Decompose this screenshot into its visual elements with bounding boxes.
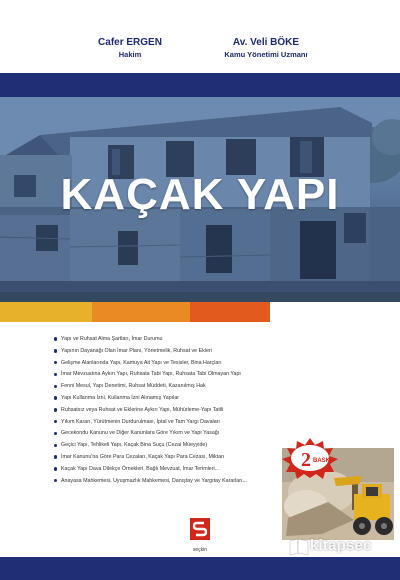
publisher-logo	[188, 518, 212, 552]
bullet-icon	[54, 420, 57, 423]
topic-text: Yıkım Kararı, Yürütmenin Durdurulması, İptal ve Tam Yargı Davaları	[61, 418, 220, 425]
cover-photo-old-house	[0, 97, 400, 302]
edition-label: BASKI	[313, 458, 332, 464]
bullet-icon	[54, 432, 57, 435]
book-stack-icon	[288, 537, 310, 557]
publisher-mark-icon	[190, 518, 210, 540]
color-bar-orange	[92, 302, 190, 322]
topic-text: Geçici Yapı, Tehlikeli Yapı, Kaçak Bina Suçu (Cezai Müeyyide)	[61, 442, 208, 449]
list-item	[54, 442, 294, 448]
author-1	[70, 36, 190, 60]
topics-list	[54, 336, 294, 489]
list-item	[54, 419, 294, 425]
topic-text: İmar Mevzuatına Aykırı Yapı, Ruhsata Tabi Yapı, Ruhsata Tabi Olmayan Yapı	[61, 371, 241, 378]
bullet-icon	[54, 455, 57, 458]
list-item	[54, 454, 294, 460]
bullet-icon	[54, 349, 57, 352]
topic-text: Kaçak Yapı Dava Dilekçe Örnekleri, Bağlı Mevzuat, İmar Terimleri...	[61, 465, 220, 472]
edition-number: 2	[301, 449, 311, 471]
list-item	[54, 407, 294, 413]
bullet-icon	[54, 385, 57, 388]
bullet-icon	[54, 396, 57, 399]
topic-text: Yapı ve Ruhsat Alma Şartları, İmar Durumu	[61, 336, 163, 342]
bullet-icon	[54, 337, 57, 340]
authors	[0, 36, 400, 72]
topic-text: Gelişme Alanlarında Yapı, Kamuya Ait Yapı ve Tesisler, Bina Harçları	[61, 359, 222, 366]
color-bar-white	[270, 302, 400, 322]
topic-text: Fenni Mesul, Yapı Denetimi, Ruhsat Müddeti, Kazanılmış Hak	[61, 383, 206, 390]
list-item	[54, 430, 294, 436]
bullet-icon	[54, 444, 57, 447]
watermark-text: kitapsec	[310, 537, 372, 554]
bottom-color-band	[0, 557, 400, 580]
list-item	[54, 395, 294, 401]
edition-burst-icon	[281, 437, 339, 479]
publisher-name: seçkin	[192, 547, 208, 553]
topic-text: Ruhsatsız veya Ruhsat ve Eklerine Aykırı Yapı, Mühürleme-Yapı Tatili	[61, 406, 224, 413]
author-1-role: Hakim	[118, 50, 142, 59]
list-item	[54, 383, 294, 389]
list-item	[54, 371, 294, 377]
bullet-icon	[54, 373, 57, 376]
color-bars	[0, 302, 400, 322]
bullet-icon	[54, 361, 57, 364]
bullet-icon	[54, 467, 57, 470]
author-2	[196, 36, 336, 60]
list-item	[54, 478, 294, 484]
topic-text: Anayasa Mahkemesi, Uyuşmazlık Mahkemesi, Danıştay ve Yargıtay Kararları...	[61, 477, 247, 484]
topic-text: Yapının Dayanağı Olan İmar Planı, Yönetmelik, Ruhsat ve Ekleri	[61, 347, 212, 354]
author-1-name: Cafer ERGEN	[98, 37, 162, 48]
author-2-role: Kamu Yönetimi Uzmanı	[224, 50, 308, 59]
bullet-icon	[54, 408, 57, 411]
topic-text: Yapı Kullanma İzni, Kullanma İzni Alınamış Yapılar	[61, 394, 180, 401]
list-item	[54, 348, 294, 354]
topic-text: Gecekondu Kanunu ve Diğer Kanunlara Göre Yıkım ve Yapı Yasağı	[61, 430, 220, 437]
site-watermark	[288, 536, 394, 558]
book-title: KAÇAK YAPI	[60, 170, 340, 219]
top-color-band	[0, 73, 400, 97]
topic-text: İmar Kanunu'na Göre Para Cezaları, Kaçak Yapı Para Cezası, Miktarı	[61, 453, 225, 460]
edition-badge	[281, 437, 339, 479]
list-item	[54, 336, 294, 342]
list-item	[54, 360, 294, 366]
color-bar-yellow	[0, 302, 92, 322]
color-bar-red	[190, 302, 270, 322]
list-item	[54, 466, 294, 472]
author-2-name: Av. Veli BÖKE	[232, 37, 300, 48]
bullet-icon	[54, 479, 57, 482]
